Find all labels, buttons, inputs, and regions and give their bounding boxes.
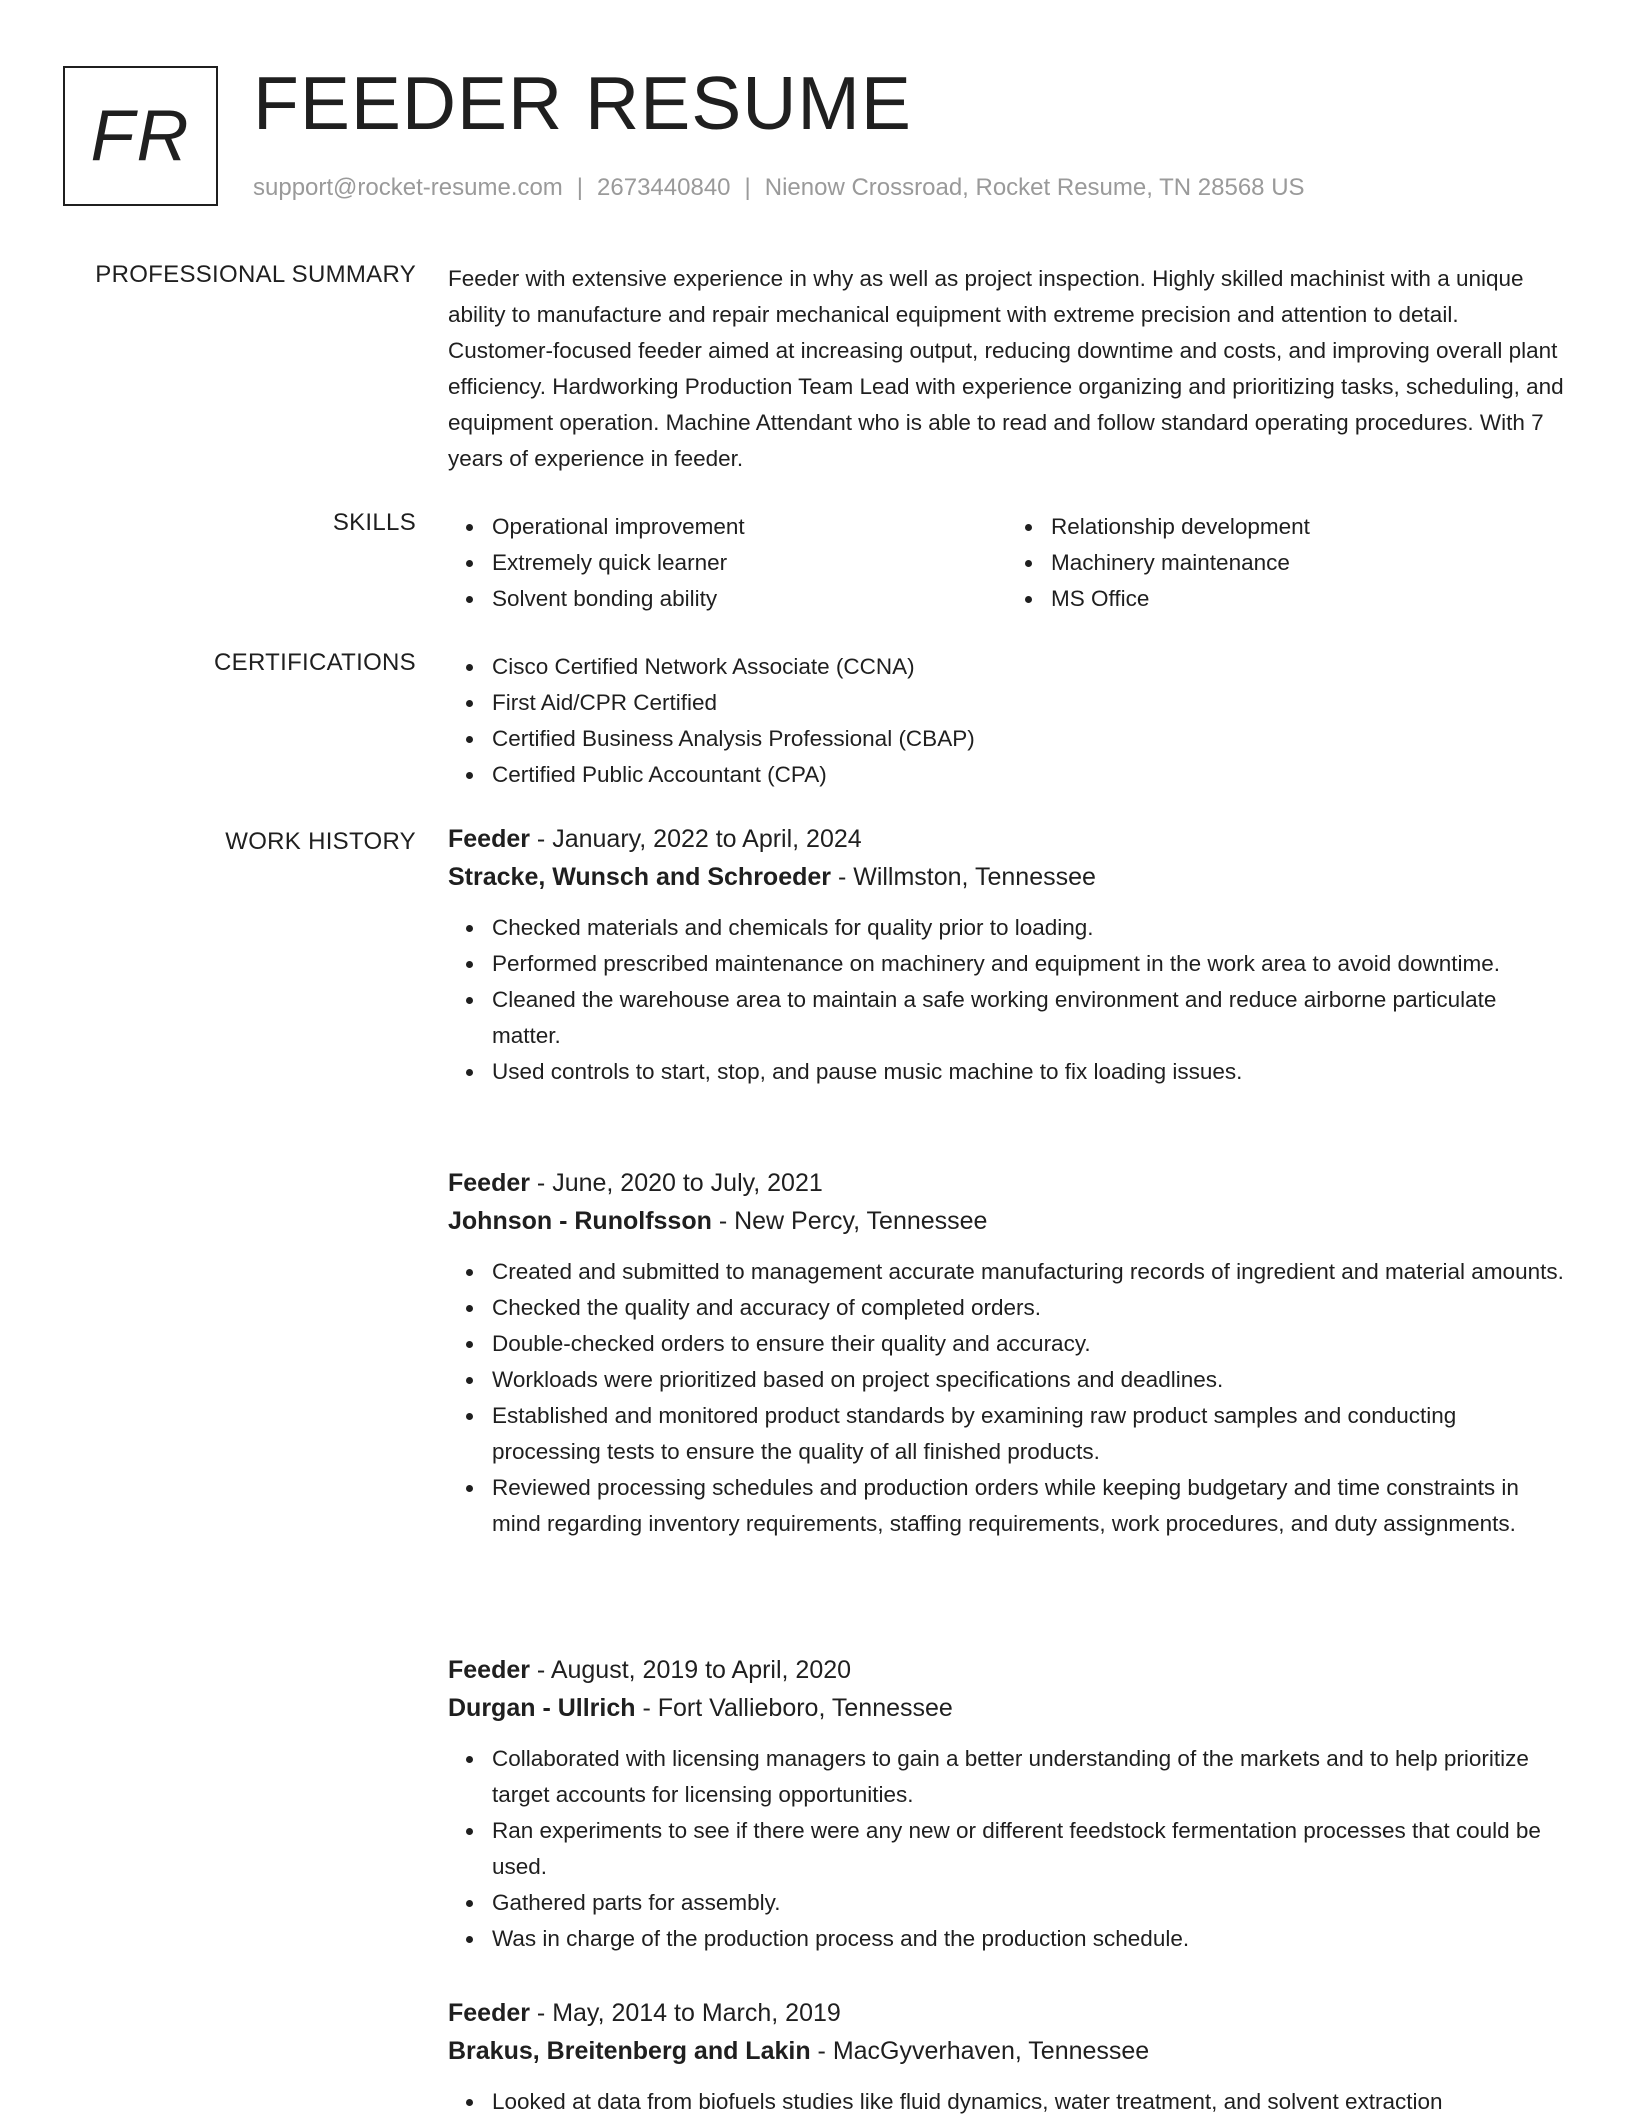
- job-entry: [448, 1651, 1566, 1957]
- list-item: Workloads were prioritized based on project specifications and deadlines.: [492, 1362, 1566, 1398]
- list-item: Checked the quality and accuracy of completed orders.: [492, 1290, 1566, 1326]
- job-role: Feeder: [448, 1999, 530, 2027]
- list-item: Relationship development: [1051, 509, 1566, 545]
- job-dates: - June, 2020 to July, 2021: [529, 1169, 823, 1197]
- list-item: Double-checked orders to ensure their quality and accuracy.: [492, 1326, 1566, 1362]
- job-title-line: [448, 820, 1566, 858]
- skills-list-left: [448, 509, 1007, 617]
- contact-separator: |: [576, 174, 584, 201]
- job-location: - MacGyverhaven, Tennessee: [810, 2037, 1150, 2065]
- list-item: Established and monitored product standards by examining raw product samples and conducting processing tests to ensure the quality of all finished products.: [492, 1398, 1566, 1470]
- job-title-line: [448, 1164, 1566, 1202]
- summary-body: [448, 261, 1566, 477]
- job-dates: - January, 2022 to April, 2024: [529, 825, 862, 853]
- list-item: MS Office: [1051, 581, 1566, 617]
- job-title-line: [448, 1994, 1566, 2032]
- job-bullets: [448, 910, 1566, 1090]
- contact-email: support@rocket-resume.com: [253, 174, 563, 201]
- certifications-body: [448, 649, 1566, 793]
- job-dates: - May, 2014 to March, 2019: [529, 1999, 841, 2027]
- job-bullets: [448, 1741, 1566, 1957]
- job-company: Brakus, Breitenberg and Lakin: [448, 2037, 811, 2065]
- job-bullets: [448, 1254, 1566, 1542]
- monogram-logo: FR: [63, 66, 218, 206]
- job-company-line: [448, 2032, 1566, 2070]
- job-role: Feeder: [448, 1169, 530, 1197]
- job-location: - Fort Vallieboro, Tennessee: [635, 1694, 953, 1722]
- contact-phone: 2673440840: [597, 174, 731, 201]
- list-item: Machinery maintenance: [1051, 545, 1566, 581]
- resume-header: [63, 61, 1563, 211]
- job-company-line: [448, 858, 1566, 896]
- job-entry: [448, 820, 1566, 1090]
- list-item: Certified Business Analysis Professional (CBAP): [492, 721, 1566, 757]
- job-company-line: [448, 1202, 1566, 1240]
- job-role: Feeder: [448, 1656, 530, 1684]
- certifications-title: CERTIFICATIONS: [214, 649, 416, 676]
- list-item: Created and submitted to management accurate manufacturing records of ingredient and material amounts.: [492, 1254, 1566, 1290]
- list-item: Looked at data from biofuels studies like fluid dynamics, water treatment, and solvent extraction: [492, 2084, 1566, 2120]
- skills-title: SKILLS: [332, 509, 416, 536]
- contact-line: [253, 174, 1305, 202]
- summary-title: PROFESSIONAL SUMMARY: [95, 261, 416, 288]
- summary-text: Feeder with extensive experience in why as well as project inspection. Highly skilled machinist with a unique ability to manufacture and repair mechanical equipment with extreme precision and attention to detail. Customer-focused feeder aimed at increasing output, reducing downtime and costs, and improving overall plant efficiency. Hardworking Production Team Lead with experience organizing and prioritizing tasks, scheduling, and equipment operation. Machine Attendant who is able to read and follow standard operating procedures. With 7 years of experience in feeder.: [448, 266, 1564, 471]
- list-item: First Aid/CPR Certified: [492, 685, 1566, 721]
- list-item: Checked materials and chemicals for quality prior to loading.: [492, 910, 1566, 946]
- resume-name: FEEDER RESUME: [253, 61, 912, 145]
- list-item: Ran experiments to see if there were any new or different feedstock fermentation processes that could be used.: [492, 1813, 1566, 1885]
- job-company: Durgan - Ullrich: [448, 1694, 636, 1722]
- list-item: Certified Public Accountant (CPA): [492, 757, 1566, 793]
- skills-grid: [448, 509, 1566, 617]
- list-item: Operational improvement: [492, 509, 1007, 545]
- job-bullets: [448, 2084, 1566, 2120]
- list-item: Reviewed processing schedules and production orders while keeping budgetary and time constraints in mind regarding inventory requirements, staffing requirements, work procedures, and duty assignments.: [492, 1470, 1566, 1542]
- job-company: Stracke, Wunsch and Schroeder: [448, 863, 831, 891]
- list-item: Performed prescribed maintenance on machinery and equipment in the work area to avoid downtime.: [492, 946, 1566, 982]
- list-item: Collaborated with licensing managers to gain a better understanding of the markets and to help prioritize target accounts for licensing opportunities.: [492, 1741, 1566, 1813]
- job-company-line: [448, 1689, 1566, 1727]
- job-company: Johnson - Runolfsson: [448, 1207, 712, 1235]
- skills-body: [448, 509, 1566, 617]
- certifications-list: [448, 649, 1566, 793]
- job-entry: [448, 1994, 1566, 2120]
- list-item: Was in charge of the production process and the production schedule.: [492, 1921, 1566, 1957]
- list-item: Solvent bonding ability: [492, 581, 1007, 617]
- list-item: Cisco Certified Network Associate (CCNA): [492, 649, 1566, 685]
- work-history-title: WORK HISTORY: [225, 828, 416, 855]
- contact-separator: |: [744, 174, 751, 201]
- list-item: Used controls to start, stop, and pause music machine to fix loading issues.: [492, 1054, 1566, 1090]
- contact-address: Nienow Crossroad, Rocket Resume, TN 28568 US: [764, 174, 1305, 201]
- skills-list-right: [1007, 509, 1566, 617]
- job-entry: [448, 1164, 1566, 1542]
- job-dates: - August, 2019 to April, 2020: [529, 1656, 852, 1684]
- list-item: Cleaned the warehouse area to maintain a safe working environment and reduce airborne particulate matter.: [492, 982, 1566, 1054]
- job-location: - Willmston, Tennessee: [831, 863, 1096, 891]
- job-role: Feeder: [448, 825, 530, 853]
- list-item: Gathered parts for assembly.: [492, 1885, 1566, 1921]
- job-location: - New Percy, Tennessee: [711, 1207, 988, 1235]
- job-title-line: [448, 1651, 1566, 1689]
- list-item: Extremely quick learner: [492, 545, 1007, 581]
